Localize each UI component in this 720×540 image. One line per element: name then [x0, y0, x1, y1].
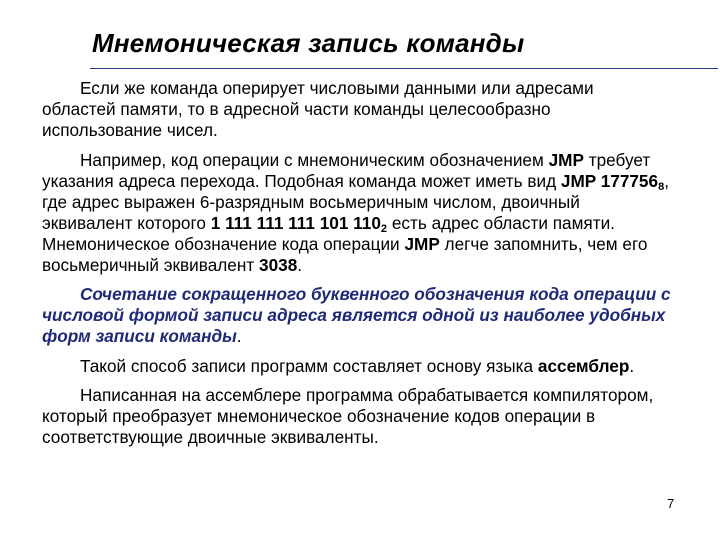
- page-number: 7: [667, 496, 675, 511]
- body-text: [42, 78, 672, 457]
- p4-text-1: Такой способ записи программ составляет основу языка: [80, 355, 538, 376]
- p2-text-4: есть адрес области памяти. Мнемоническое обозначение кода операции: [42, 212, 615, 254]
- p2-text-5: легче запомнить, чем его восьмеричный эквивалент: [42, 233, 648, 275]
- jmp-mnemonic-2: JMP: [404, 233, 440, 254]
- jmp-command-text: JMP 177756: [560, 170, 659, 191]
- octal-equivalent: 3038: [259, 254, 298, 275]
- p2-text-2: требует указания адреса перехода. Подобная команда может иметь вид: [42, 149, 651, 191]
- emphasis-period: .: [236, 326, 242, 346]
- binary-subscript: 2: [380, 222, 388, 235]
- paragraph-3-emphasis: [42, 284, 672, 347]
- p2-text-6: .: [297, 254, 303, 275]
- p2-text-3: , где адрес выражен 6-разрядным восьмеричным числом, двоичный эквивалент которого: [42, 170, 669, 233]
- title-underline: [90, 68, 718, 69]
- assembler-term: ассемблер: [537, 355, 630, 376]
- octal-subscript: 8: [658, 180, 665, 193]
- emphasis-text: Сочетание сокращенного буквенного обозначения кода операции с числовой формой записи адреса является одной из наиболее удобных форм записи команды: [42, 284, 671, 346]
- p2-text-1: Например, код операции с мнемоническим обозначением: [80, 149, 549, 170]
- binary-value: 1 111 111 111 101 110: [210, 212, 381, 233]
- page-title: Мнемоническая запись команды: [92, 28, 525, 58]
- p4-text-2: .: [629, 355, 635, 376]
- paragraph-2: [42, 150, 672, 276]
- paragraph-1: Если же команда оперирует числовыми данными или адресами областей памяти, то в адресной части команды целесообразно использование чисел.: [42, 78, 594, 140]
- jmp-command: [561, 171, 664, 191]
- jmp-mnemonic: JMP: [548, 149, 584, 170]
- paragraph-5: Написанная на ассемблере программа обрабатывается компилятором, который преобразует мнемоническое обозначение кодов операции в соответствующие двоичные эквиваленты.: [42, 385, 654, 447]
- binary-equivalent: [211, 213, 387, 233]
- paragraph-4: [42, 356, 672, 377]
